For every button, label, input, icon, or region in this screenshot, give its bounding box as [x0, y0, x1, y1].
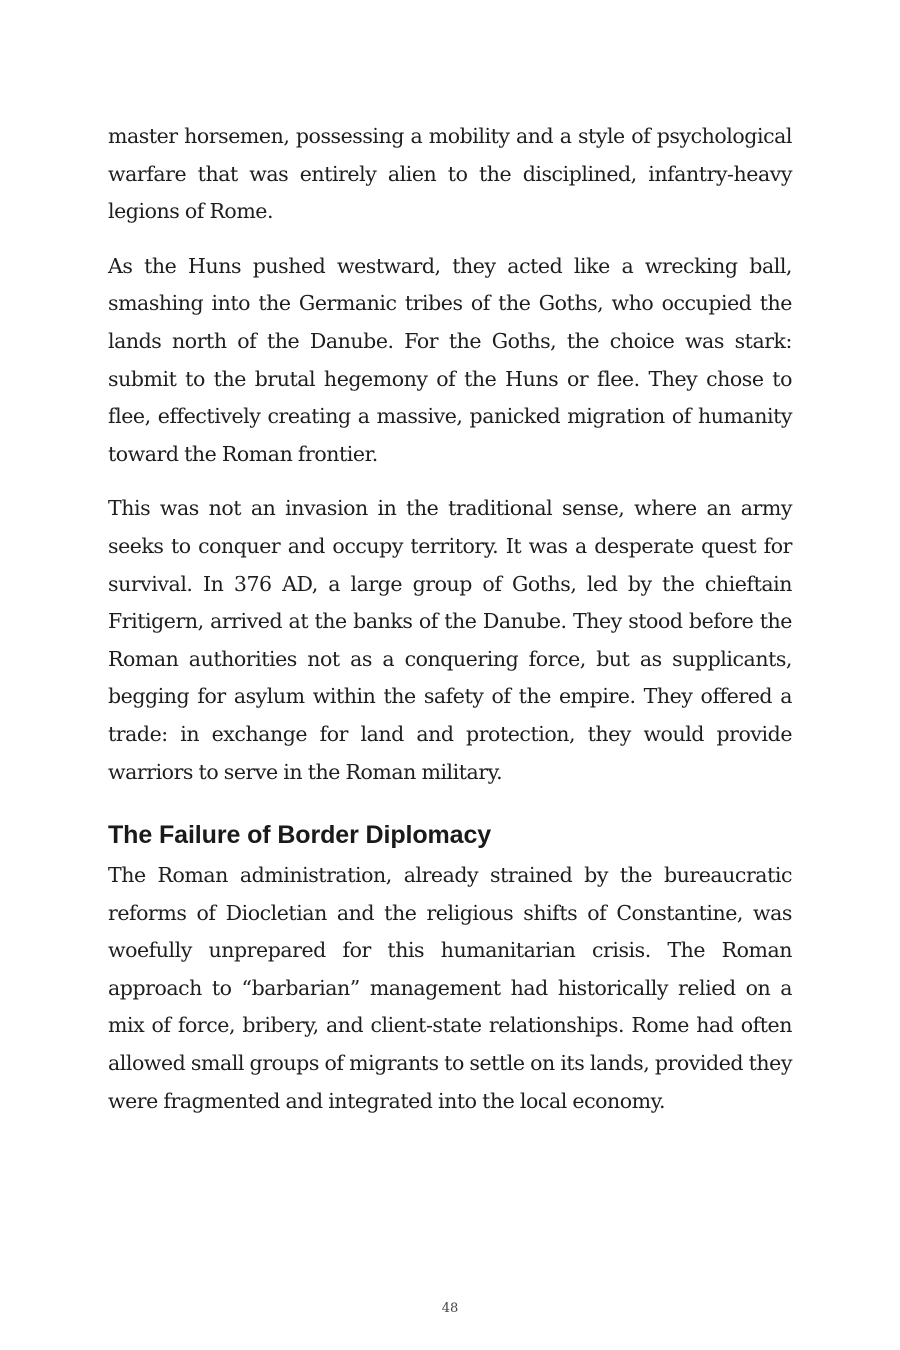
page-body	[108, 118, 792, 1137]
paragraph: This was not an invasion in the traditional sense, where an army seeks to conquer and occupy territory. It was a desperate quest for survival. In 376 AD, a large group of Goths, led by the chieftain Fritigern, arrived at the banks of the Danube. They stood before the Roman authorities not as a conquering force, but as supplicants, begging for asylum within the safety of the empire. They offered a trade: in exchange for land and protection, they would provide warriors to serve in the Roman military.	[108, 496, 792, 784]
section-heading: The Failure of Border Diplomacy	[108, 821, 492, 850]
paragraph: As the Huns pushed westward, they acted like a wrecking ball, smashing into the Germanic tribes of the Goths, who occupied the lands north of the Danube. For the Goths, the choice was stark: submit to the brutal hegemony of the Huns or flee. They chose to flee, effectively creating a massive, panicked migration of humanity toward the Roman frontier.	[108, 253, 792, 466]
page-number: 48	[441, 1301, 459, 1316]
paragraph: master horsemen, possessing a mobility and a style of psychological warfare that was entirely alien to the disciplined, infantry-heavy legions of Rome.	[108, 124, 792, 224]
paragraph: The Roman administration, already strained by the bureaucratic reforms of Diocletian and the religious shifts of Constantine, was woefully unprepared for this humanitarian crisis. The Roman approach to “barbarian” management had historically relied on a mix of force, bribery, and client-state relationships. Rome had often allowed small groups of migrants to settle on its lands, provided they were fragmented and integrated into the local economy.	[108, 863, 792, 1113]
